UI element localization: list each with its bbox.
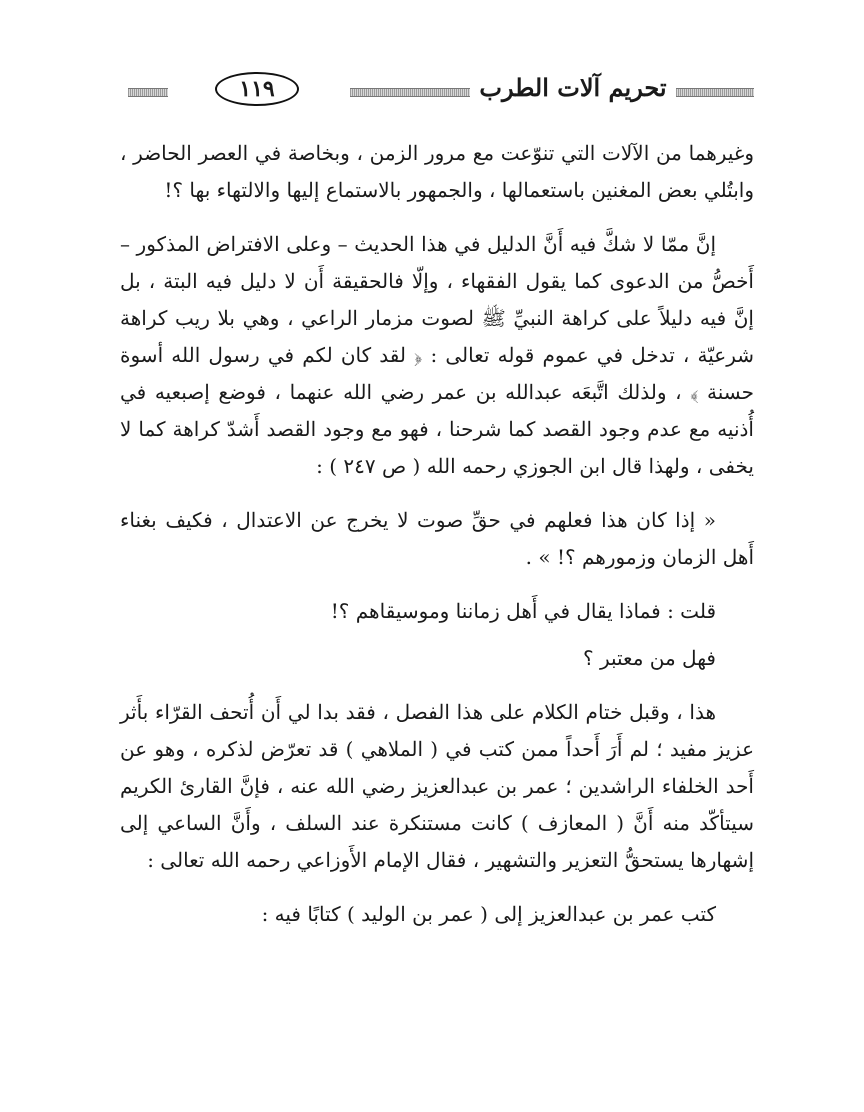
quotation: « إذا كان هذا فعلهم في حقِّ صوت لا يخرج عن الاعتدال ، فكيف بغناء أَهل الزمان وزمورهم ؟! » . bbox=[120, 508, 754, 569]
paragraph: هذا ، وقبل ختام الكلام على هذا الفصل ، فقد بدا لي أَن أُتحف القرّاء بأَثر عزيز مفيد ؛ لم أَرَ أَحداً ممن كتب في ( الملاهي ) قد تعرّض لذكره ، وهو عن أَحد الخلفاء الراشدين ؛ عمر بن عبدالعزيز رضي الله عنه ، فإنَّ القارئ الكريم سيتأكّد منه أَنَّ ( المعازف ) كانت مستنكرة عند السلف ، وأَنَّ الساعي إلى إشهارها يستحقُّ التعزير والتشهير ، فقال الإمام الأَوزاعي رحمه الله تعالى : bbox=[120, 700, 754, 872]
header-rule-left bbox=[128, 88, 168, 97]
paragraph: قلت : فماذا يقال في أَهل زماننا وموسيقاهم ؟! bbox=[330, 599, 716, 623]
paragraph: فهل من معتبر ؟ bbox=[582, 646, 716, 670]
paragraph: كتب عمر بن عبدالعزيز إلى ( عمر بن الوليد ) كتابًا فيه : bbox=[261, 902, 716, 926]
paragraph: إنَّ ممّا لا شكَّ فيه أَنَّ الدليل في هذا الحديث – وعلى الافتراض المذكور – أَخصُّ من الدعوى كما يقول الفقهاء ، وإلّا فالحقيقة أَن لا دليل فيه البتة ، بل إنَّ فيه دليلاً على كراهة النبيِّ ﷺ لصوت مزمار الراعي ، وهي بلا ريب كراهة شرعيّة ، تدخل في عموم قوله تعالى : ﴿ لقد كان لكم في رسول الله أسوة حسنة ﴾ ، ولذلك اتَّبعَه عبدالله بن عمر رضي الله عنهما ، فوضع إصبعيه في أُذنيه مع عدم وجود القصد كما شرحنا ، فهو مع وجود القصد أَشدّ كراهة كما لا يخفى ، ولهذا قال ابن الجوزي رحمه الله ( ص ٢٤٧ ) : bbox=[120, 232, 754, 478]
header-rule-right bbox=[676, 88, 754, 97]
running-title: تحريم آلات الطرب bbox=[479, 73, 667, 102]
page-header bbox=[128, 70, 754, 110]
page-body bbox=[120, 135, 754, 950]
paragraph: وغيرهما من الآلات التي تنوّعت مع مرور الزمن ، وبخاصة في العصر الحاضر ، وابتُلي بعض المغنين باستعمالها ، والجمهور بالاستماع إليها والالتهاء بها ؟! bbox=[120, 141, 754, 202]
page-number-frame bbox=[172, 72, 342, 106]
page-number: ١١٩ bbox=[215, 72, 299, 106]
header-rule-middle bbox=[350, 88, 470, 97]
